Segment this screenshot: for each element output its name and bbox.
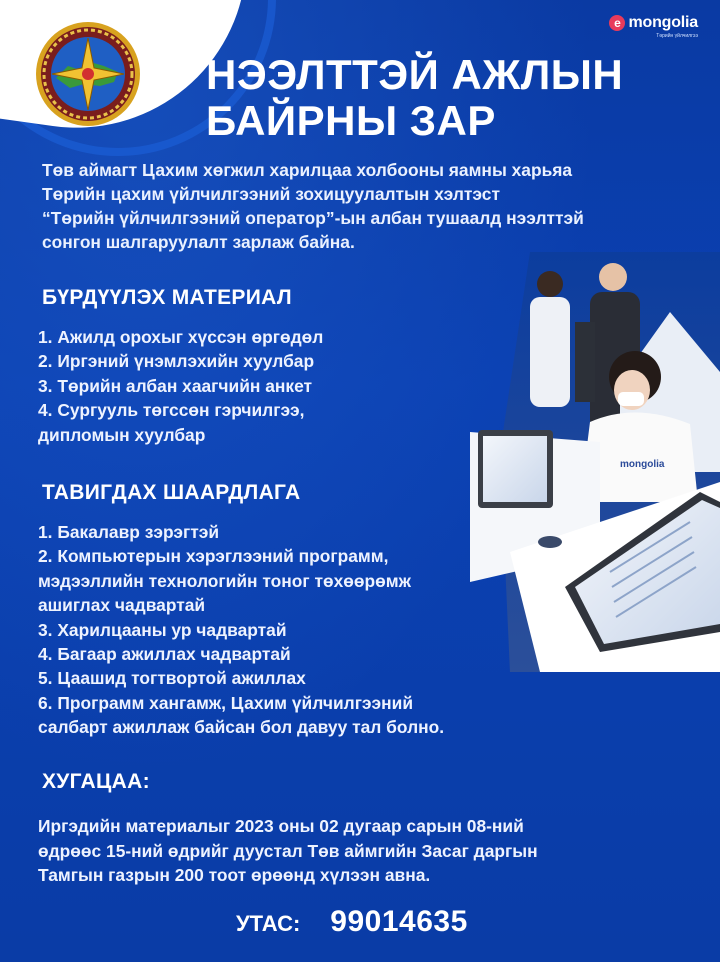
requirements-list bbox=[38, 520, 444, 740]
title-line-2: БАЙРНЫ ЗАР bbox=[206, 97, 496, 144]
phone-number[interactable]: 99014635 bbox=[330, 905, 468, 938]
intro-line: сонгон шалгаруулалт зарлаж байна. bbox=[42, 232, 355, 252]
list-item: 5. Цаашид тогтвортой ажиллах bbox=[38, 668, 306, 689]
intro-line: “Төрийн үйлчилгээний оператор”-ын албан тушаалд нээлттэй bbox=[42, 208, 584, 228]
screen-brand-text: mongolia bbox=[620, 459, 665, 470]
list-item: салбарт ажиллаж байсан бол давуу тал болно. bbox=[38, 717, 445, 738]
list-item: 2. Компьютерын хэрэглээний программ, bbox=[38, 546, 389, 567]
requirements-heading: ТАВИГДАХ ШААРДЛАГА bbox=[42, 481, 301, 504]
deadline-line: Иргэдийн материалыг 2023 оны 02 дугаар сарын 08-ний bbox=[38, 816, 524, 836]
intro-paragraph bbox=[42, 158, 690, 254]
list-item: ашиглах чадвартай bbox=[38, 595, 206, 616]
brand-logo-letter: e bbox=[609, 15, 625, 31]
phone-label: УТАС: bbox=[236, 911, 301, 936]
list-item: 6. Программ хангамж, Цахим үйлчилгээний bbox=[38, 692, 414, 713]
page-title bbox=[206, 52, 623, 144]
intro-line: Төв аймагт Цахим хөгжил харилцаа холбооны яамны харьяа bbox=[42, 160, 573, 180]
brand-logo bbox=[609, 14, 698, 39]
deadline-line: Тамгын газрын 200 тоот өрөөнд хүлээн авна. bbox=[38, 865, 431, 885]
list-item: 3. Төрийн албан хаагчийн анкет bbox=[38, 375, 313, 396]
brand-tagline: Төрийн үйлчилгээ bbox=[656, 33, 698, 39]
materials-heading: БҮРДҮҮЛЭХ МАТЕРИАЛ bbox=[42, 286, 292, 309]
title-line-1: НЭЭЛТТЭЙ АЖЛЫН bbox=[206, 51, 624, 98]
list-item: дипломын хуулбар bbox=[38, 424, 206, 445]
deadline-heading: ХУГАЦАА: bbox=[42, 770, 150, 793]
list-item: 1. Ажилд орохыг хүссэн өргөдөл bbox=[38, 327, 324, 347]
list-item: 1. Бакалавр зэрэгтэй bbox=[38, 522, 220, 542]
list-item: 4. Багаар ажиллах чадвартай bbox=[38, 644, 291, 665]
service-center-photo bbox=[470, 252, 720, 672]
list-item: мэдээллийн технологийн тоног төхөөрөмж bbox=[38, 570, 411, 591]
intro-line: Төрийн цахим үйлчилгээний зохицуулалтын хэлтэст bbox=[42, 184, 500, 204]
list-item: 2. Иргэний үнэмлэхийн хуулбар bbox=[38, 351, 315, 372]
list-item: 3. Харилцааны ур чадвартай bbox=[38, 619, 287, 640]
government-emblem-icon bbox=[34, 20, 142, 128]
contact-phone bbox=[236, 905, 468, 939]
deadline-paragraph bbox=[38, 814, 678, 888]
materials-list bbox=[38, 325, 323, 447]
deadline-line: өдрөөс 15-ний өдрийг дуустал Төв аймгийн Засаг даргын bbox=[38, 840, 538, 861]
brand-logo-text: mongolia bbox=[628, 14, 698, 31]
list-item: 4. Сургууль төгссөн гэрчилгээ, bbox=[38, 400, 305, 421]
